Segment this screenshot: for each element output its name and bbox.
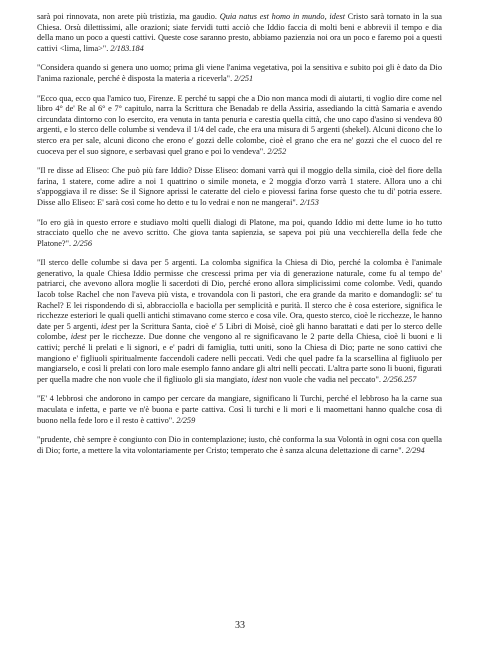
quote-text: "prudente, chè sempre è congiunto con Dio in contemplazione; iusto, chè conforma la sua Volontà in ogni cosa con quella di Dio; forte, a mettere la vita volontariamente per Cristo; temperato che è sanza alcuna delettazione di carne".	[37, 435, 442, 455]
quote-paragraph	[37, 63, 442, 84]
quote-text: sarà poi rinnovata, non arete più tristizia, ma gaudio.	[37, 12, 220, 21]
italic-text: 2/256.257	[383, 374, 417, 384]
italic-text: 2/252	[267, 146, 287, 156]
page-number: 33	[235, 620, 245, 631]
quote-text: "Il re disse ad Eliseo: Che può più fare Iddio? Disse Eliseo: domani varrà qui il moggio della simila, cioè del fiore della farina, 1 statere, come adire a noi 1 quattrino o simile moneta, e 2 moggia d'orzo varrà 1 statere. Allora uno a chi s'appoggiava il re disse: Se il Signore aprissi le cateratte del cielo e piovessi farina forse questo che tu di' potria essere. Disse allo Eliseo: E' sarà così come ho detto e tu lo vedrai e non ne mangerai".	[37, 166, 442, 207]
quote-text: "E' 4 lebbrosi che andorono in campo per cercare da mangiare, significano li Turchi, perché el lebbroso ha la carne sua maculata e infetta, e parte ve n'è buona e parte cattiva. Così li turchi e li mori e li maomettani hanno qualche cosa di buono nella fede loro e il resto è cattivo".	[37, 394, 442, 425]
italic-text: Quia natus est homo in mundo, idest	[219, 12, 346, 21]
italic-text: 2/153	[299, 197, 319, 207]
italic-text: idest	[100, 321, 117, 331]
quote-paragraph	[37, 166, 442, 208]
quote-text: Cristo sarà tornato in la sua Chiesa. Orsù dilettissimi, alle orazioni; siate fervidi tutti acciò che Iddio faccia di molti beni e abbrevii il tempo e dia della mano un poco a questi cattivi. Queste cose saranno presto, abbiamo pazienzia noi ora un poco e faremo poi a questi cattivi <lima, lima>".	[37, 12, 442, 53]
italic-text: 2/251	[234, 73, 254, 83]
quote-text: "Considera quando si genera uno uomo; prima gli viene l'anima vegetativa, poi la sensitiva e subito poi gli è dato da Dio l'anima razionale, perché è disposta la materia a riceverla".	[37, 63, 442, 83]
italic-text: 2/256	[73, 238, 93, 248]
quotation-list	[37, 12, 442, 456]
italic-text: 2/259	[176, 415, 196, 425]
quote-paragraph	[37, 94, 442, 158]
italic-text: idest	[251, 374, 268, 384]
quote-text: per la Scrittura Santa, cioè e' 5 Libri di Moisè, cioè gli hanno barattati e dati per lo sterco delle colombe,	[37, 321, 442, 342]
quote-text: non vuole che vadia nel peccato".	[267, 374, 383, 384]
quote-text: "Io ero già in questo errore e studiavo molti quelli dialogi di Platone, ma poi, quando Iddio mi dette lume io ho tutto stracciato quello che ne avevo scritto. Che giova tanta sapienzia, se sapeva poi più una vecchierella della fede che Platone?".	[37, 217, 442, 248]
italic-text: idest	[70, 332, 87, 342]
quote-paragraph	[37, 394, 442, 426]
italic-text: 2/294	[405, 445, 425, 455]
quote-paragraph	[37, 218, 442, 250]
quote-paragraph	[37, 258, 442, 385]
quote-paragraph	[37, 435, 442, 456]
quote-text: "Ecco qua, ecco qua l'amico tuo, Firenze. E perché tu sappi che a Dio non manca modi di aiutarti, ti voglio dire come nel libro 4° de' Re al 6° e 7° capitulo, narra la Scrittura che Benadab re della Assiria, assediando la città Samaria e avendo circundata dintorno con lo esercito, era venuta in tanta penuria e carestia quella città, che uno capo d'asino si vendeva 80 argenti, e lo sterco delle columbe si vendeva il 1/4 del cade, che era una misura di 5 argenti (shekel). Alcuni dicono che lo sterco era per sale, alcuni dicono che erono e' gozzi delle colombe, cioè el grano che era ne' gozzi che el cuoco del re cuoceva per el suo signore, e serbavasi quel grano e poi lo vendeva".	[37, 93, 442, 156]
quote-text: "Il sterco delle columbe si dava per 5 argenti. La colomba significa la Chiesa di Dio, perché la colomba è l'animale generativo, la quale Chiesa Iddio permisse che crescessi prima per via di generazione naturale, come fu al tempo de' patriarci, che avevono allora moglie li sacerdoti di Dio, perché erono allora simplicissimi come colombe. Vedi, quando Iacob tolse Rachel che non l'aveva più vista, e trovandola con li pastori, che era grande da marito e domandogli: se' tu Rachel? E lei rispondendo di sì, abbracciolla e baciolla per semplicità e purità. Il sterco che è cosa esteriore, significa le ricchezze esteriori le quali quelli antichi stimavano come sterco e cosa vile. Ora, questo sterco, cioè le ricchezze, le hanno date per 5 argenti,	[37, 258, 442, 331]
italic-text: 2/183.184	[110, 43, 144, 53]
quote-text: per le ricchezze. Due donne che vengono al re significavano le 2 parte della Chiesa, cioè li buoni e li cattivi; perché li prelati e li signori, e e' padri di famiglia, tutti uniti, sono la Chiesa di Dio; parte ne sono cattivi che mangiono e' figliuoli spiritualmente faccendoli cadere nelli peccati. Vedi che quel padre fa la scarsellina al figliuolo per mangiarselo, e così li prelati con loro male esemplo fanno andare gli altri nelli peccati. L'altra parte sono li buoni, figurati per quella madre che non vuole che il figliuolo gli sia mangiato,	[37, 332, 443, 384]
quote-paragraph	[37, 12, 442, 54]
